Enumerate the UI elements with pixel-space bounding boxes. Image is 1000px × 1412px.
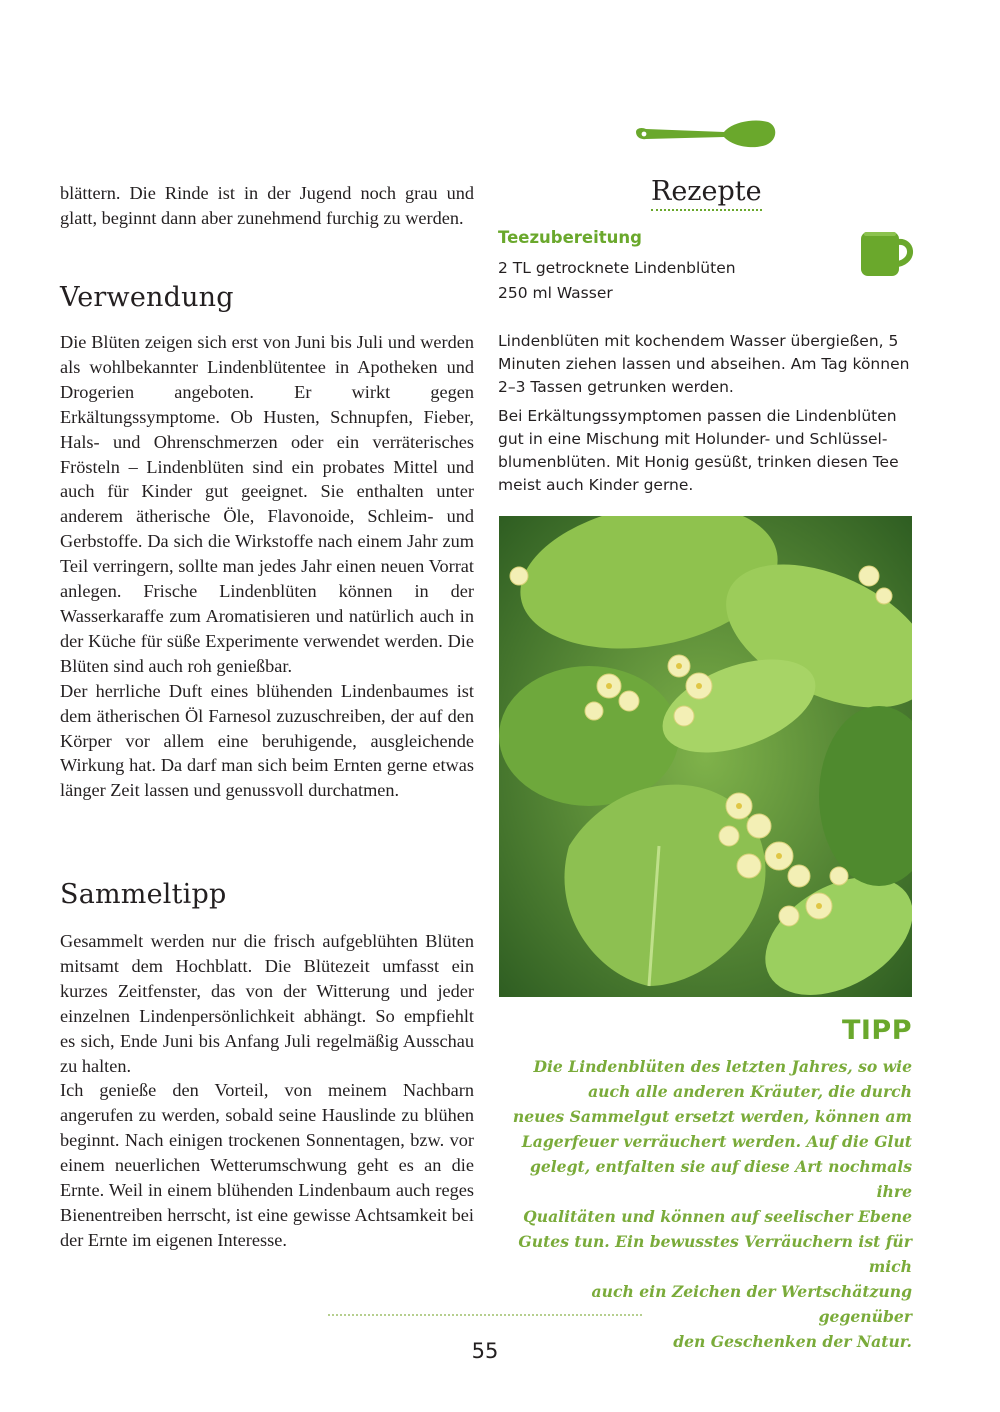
recipe-title: Teezubereitung — [498, 228, 642, 247]
sammeltipp-paragraph: Gesammelt werden nur die frisch aufgeblühten Blüten mitsamt dem Hochblatt. Die Blütezeit umfasst ein kurzes Zeitfenster, das von der Witterung und jeder einzelnen Lindenpersönlichkeit abhängt. So empfiehlt es sich, Ende Juni bis Anfang Juli regelmäßig Ausschau zu halten. — [60, 931, 474, 1076]
tipp-line: Die Lindenblüten des letzten Jahres, so wie — [533, 1057, 912, 1076]
sammeltipp-section — [60, 929, 474, 1253]
verwendung-paragraph: Die Blüten zeigen sich erst von Juni bis Juli und werden als wohlbekannter Lindenblütentee in Apotheken und Drogerien angeboten. Er wirkt gegen Erkältungssymptome. Ob Husten, Schnupfen, Fieber, Hals- und Ohrenschmerzen oder ein verräterisches Frösteln – Lindenblüten sind ein probates Mittel und auch für Kinder gut geeignet. Sie enthalten unter anderem ätherische Öle, Flavonoide, Schleim- und Gerbstoffe. Da sich die Wirkstoffe nach einem Jahr zum Teil verringern, sollte man jedes Jahr einen neuen Vorrat anlegen. Frische Lindenblüten können in der Wasserkaraffe zum Aromatisieren und natürlich auch in der Küche für süße Experimente verwendet werden. Die Blüten sind auch roh genießbar. — [60, 332, 474, 676]
recipe-instructions-2: Bei Erkältungssymptomen passen die Lindenblüten gut in eine Mischung mit Holunder- und Schlüsselblumenblüten. Mit Honig gesüßt, trinken diesen Tee meist auch Kinder gerne. — [498, 407, 899, 494]
spoon-icon — [632, 118, 778, 150]
page-number: 55 — [471, 1339, 499, 1363]
tipp-line: Gutes tun. Ein bewusstes Verräuchern ist für mich — [518, 1232, 912, 1276]
ingredient-item: 2 TL getrocknete Lindenblüten — [498, 259, 736, 277]
tipp-line: Lagerfeuer verräuchert werden. Auf die Glut — [521, 1132, 912, 1151]
tipp-line: Qualitäten und können auf seelischer Ebene — [523, 1207, 912, 1226]
rezepte-heading: Rezepte — [651, 176, 762, 211]
verwendung-paragraph-2: Der herrliche Duft eines blühenden Lindenbaumes ist dem ätherischen Öl Farnesol zuzuschreiben, der auf den Körper vor allem eine beruhigende, ausgleichende Wirkung hat. Da darf man sich beim Ernten gerne etwas länger Zeit lassen und genussvoll durchatmen. — [60, 680, 474, 801]
recipe-instructions: Lindenblüten mit kochendem Wasser übergießen, 5 Minuten ziehen lassen und abseihen. Am Tag können 2–3 Tassen getrunken werden. — [498, 332, 910, 396]
tipp-text — [498, 1054, 912, 1354]
intro-paragraph: blättern. Die Rinde ist in der Jugend noch grau und glatt, beginnt dann aber zunehmend furchig zu werden. — [60, 183, 474, 228]
sammeltipp-paragraph-2: Ich genieße den Vorteil, von meinem Nachbarn angerufen zu werden, sobald seine Hauslinde zu blühen beginnt. Nach einigen trockenen Sonnentagen, bzw. vor einem neuerlichen Wetterumschwung geht es an die Ernte. Weil in einem blühenden Lindenbaum auch reges Bienentreiben herrscht, ist eine gewisse Achtsamkeit bei der Ernte im eigenen Interesse. — [60, 1080, 474, 1250]
tipp-line: neues Sammelgut ersetzt werden, können am — [512, 1107, 912, 1126]
ingredient-item: 250 ml Wasser — [498, 284, 613, 302]
ingredients-list — [498, 256, 736, 306]
verwendung-section — [60, 330, 474, 803]
footer-divider — [328, 1314, 642, 1316]
tipp-line: auch alle anderen Kräuter, die durch — [588, 1082, 912, 1101]
verwendung-heading: Verwendung — [60, 282, 234, 313]
tipp-line: den Geschenken der Natur. — [673, 1332, 912, 1351]
cup-icon — [860, 230, 914, 278]
tipp-line: gelegt, entfalten sie auf diese Art nochmals ihre — [529, 1157, 912, 1201]
tipp-line: auch ein Zeichen der Wertschätzung gegenüber — [591, 1282, 912, 1326]
linden-blossom-photo — [499, 516, 912, 997]
sammeltipp-heading: Sammeltipp — [60, 879, 227, 910]
tipp-heading: TIPP — [841, 1015, 912, 1046]
